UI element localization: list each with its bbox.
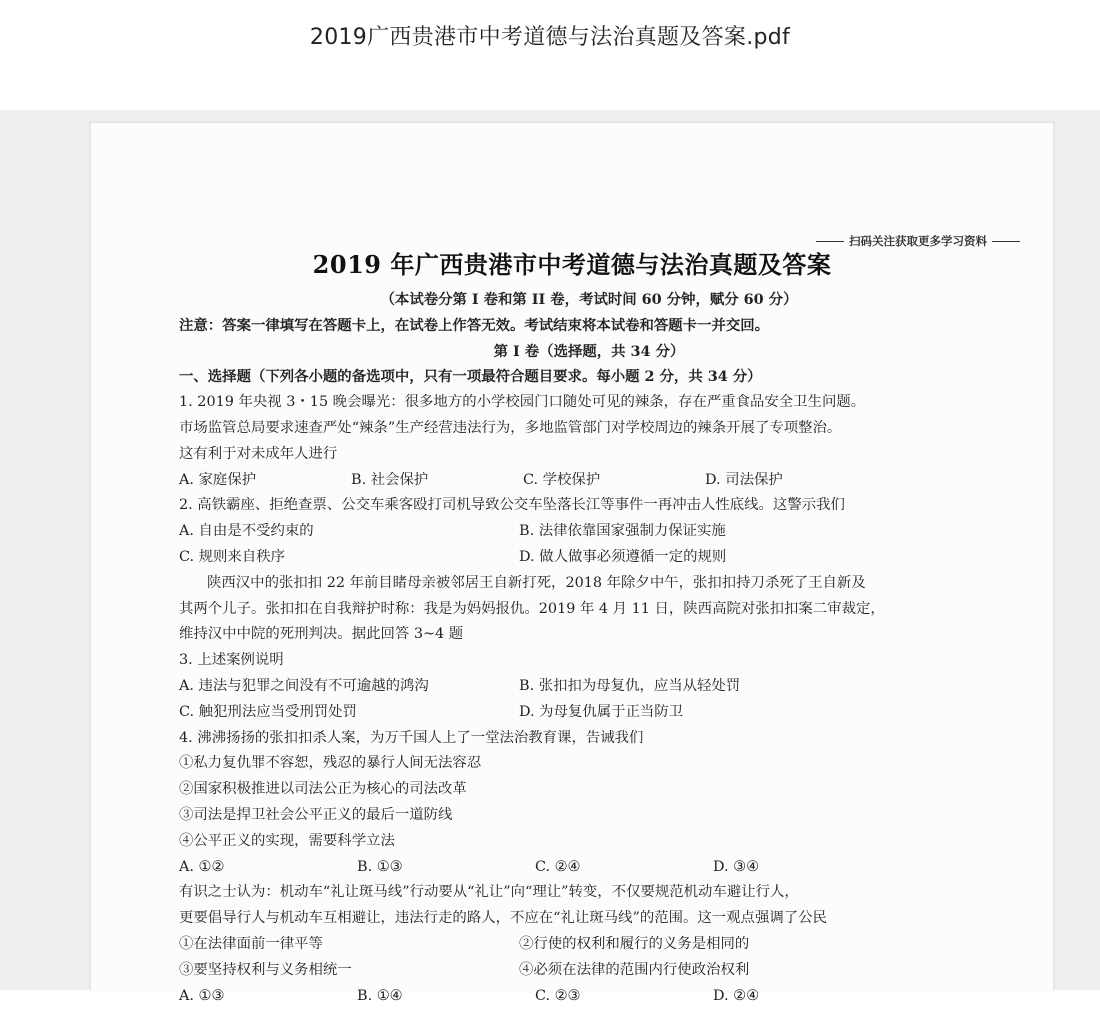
pdf-page <box>90 122 1054 1004</box>
option: A. 家庭保护 <box>179 471 257 488</box>
option: C. ②④ <box>535 858 581 875</box>
dash-right <box>992 241 1020 242</box>
option: D. ③④ <box>713 858 759 875</box>
option: D. ②④ <box>713 987 759 1004</box>
q5-options <box>179 984 999 1009</box>
q1-line: 这有利于对未成年人进行 <box>179 445 338 462</box>
option: D. 为母复仇属于正当防卫 <box>519 703 684 720</box>
q1-line: 市场监管总局要求速查严处“辣条”生产经营违法行为，多地监管部门对学校周边的辣条开展了专项整治。 <box>179 419 842 436</box>
exam-heading: 2019 年广西贵港市中考道德与法治真题及答案 <box>312 250 832 279</box>
q3-stem: 3. 上述案例说明 <box>179 652 284 669</box>
q1-line: 1. 2019 年央视 3・15 晚会曝光：很多地方的小学校园门口随处可见的辣条，存在严重食品安全卫生问题。 <box>179 394 866 411</box>
q4-item: ④公平正义的实现，需要科学立法 <box>179 832 395 849</box>
exam-subtitle: （本试卷分第 I 卷和第 II 卷，考试时间 60 分钟，赋分 60 分） <box>380 291 798 308</box>
qr-note-text: 扫码关注获取更多学习资料 <box>849 234 987 248</box>
option: A. ①③ <box>179 987 225 1004</box>
q5-item: ③要坚持权利与义务相统一 <box>179 961 352 978</box>
q2-stem: 2. 高铁霸座、拒绝查票、公交车乘客殴打司机导致公交车坠落长江等事件一再冲击人性底线。这警示我们 <box>179 497 845 514</box>
case-line: 维持汉中中院的死刑判决。据此回答 3~4 题 <box>179 626 464 643</box>
q2-options-row2 <box>179 545 999 571</box>
q5-item: ④必须在法律的范围内行使政治权利 <box>519 961 750 978</box>
q3-options-row2 <box>179 700 999 726</box>
case-line: 陕西汉中的张扣扣 22 年前目睹母亲被邻居王自新打死，2018 年除夕中午，张扣扣持刀杀死了王自新及 <box>207 574 866 591</box>
option: A. 自由是不受约束的 <box>179 523 314 540</box>
q4-item: ③司法是捍卫社会公平正义的最后一道防线 <box>179 806 453 823</box>
section-title: 一、选择题（下列各小题的备选项中，只有一项最符合题目要求。每小题 2 分，共 34 分） <box>179 368 762 386</box>
dash-left <box>816 241 844 242</box>
q3-options-row1 <box>179 674 999 700</box>
q4-options <box>179 855 999 881</box>
case-line: 其两个儿子。张扣扣在自我辩护时称：我是为妈妈报仇。2019 年 4 月 11 日，陕西高院对张扣扣案二审裁定， <box>179 600 885 617</box>
option: A. ①② <box>179 858 225 875</box>
option: A. 违法与犯罪之间没有不可逾越的鸿沟 <box>179 677 429 694</box>
option: B. ①④ <box>357 987 403 1004</box>
option: C. 学校保护 <box>523 471 601 488</box>
q1-options <box>179 468 999 494</box>
exam-notice: 注意：答案一律填写在答题卡上，在试卷上作答无效。考试结束将本试卷和答题卡一并交回。 <box>179 316 770 334</box>
q2-options-row1 <box>179 519 999 545</box>
document-title: 2019广西贵港市中考道德与法治真题及答案.pdf <box>309 25 791 50</box>
q5-items-row1 <box>179 932 999 958</box>
q4-item: ①私力复仇罪不容恕，残忍的暴行人间无法容忍 <box>179 755 482 772</box>
option: C. 规则来自秩序 <box>179 548 285 565</box>
q4-item: ②国家积极推进以司法公正为核心的司法改革 <box>179 781 467 798</box>
option: D. 司法保护 <box>705 471 783 488</box>
option: B. 法律依靠国家强制力保证实施 <box>519 523 726 540</box>
q4-stem: 4. 沸沸扬扬的张扣扣杀人案，为万千国人上了一堂法治教育课，告诫我们 <box>179 729 644 746</box>
viewer-header <box>0 0 1100 110</box>
q5-line: 更要倡导行人与机动车互相避让，违法行走的路人，不应在“礼让斑马线”的范围。这一观点强调了公民 <box>179 910 827 927</box>
q5-item: ②行使的权利和履行的义务是相同的 <box>519 935 750 952</box>
q5-items-row2 <box>179 958 999 984</box>
option: B. ①③ <box>357 858 403 875</box>
option: B. 社会保护 <box>351 471 429 488</box>
option: C. 触犯刑法应当受刑罚处罚 <box>179 703 357 720</box>
option: D. 做人做事必须遵循一定的规则 <box>519 548 727 565</box>
option: B. 张扣扣为母复仇，应当从轻处罚 <box>519 677 741 694</box>
exam-content <box>179 287 999 1009</box>
q5-item: ①在法律面前一律平等 <box>179 935 323 952</box>
part-title: 第 I 卷（选择题，共 34 分） <box>493 342 685 360</box>
option: C. ②③ <box>535 987 581 1004</box>
q5-line: 有识之士认为：机动车“礼让斑马线”行动要从“礼让”向“理让”转变，不仅要规范机动车避让行人， <box>179 884 799 901</box>
